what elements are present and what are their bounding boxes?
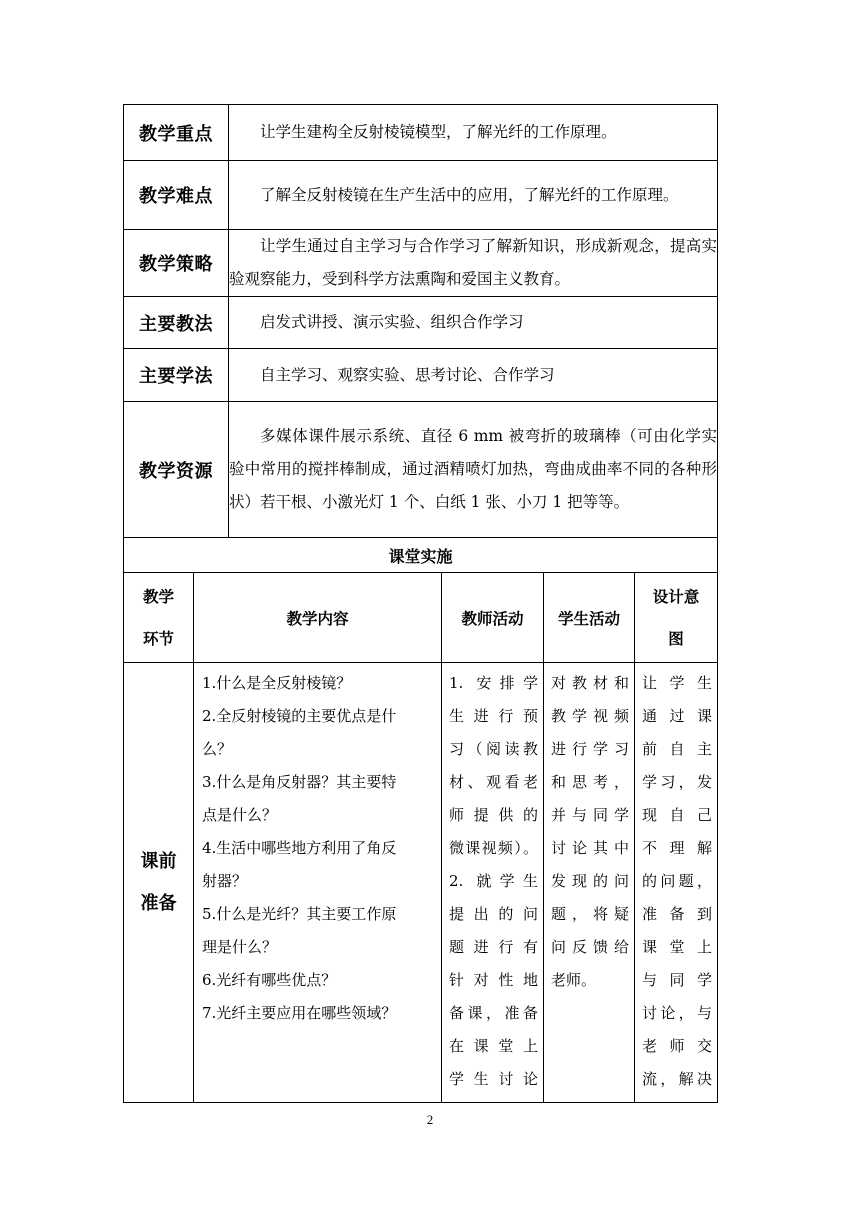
row-content [229, 297, 718, 349]
prep-student [544, 663, 635, 1103]
intent-line: 学习，发 [642, 773, 713, 791]
student-line: 题，将疑 [551, 905, 629, 923]
prep-content [194, 663, 442, 1103]
intent-line: 的问题， [642, 872, 713, 890]
intent-line: 准备到 [642, 905, 713, 923]
teacher-line: 1. 安排学 [449, 674, 538, 692]
row-text: 启发式讲授、演示实验、组织合作学习 [260, 313, 524, 331]
row-label: 教学策略 [124, 230, 229, 297]
prep-teacher [442, 663, 544, 1103]
content-line: 2.全反射棱镜的主要优点是什 [202, 707, 397, 725]
intent-line: 与同学 [642, 971, 713, 989]
prep-stage [124, 663, 194, 1103]
teacher-line: 在课堂上 [449, 1037, 538, 1055]
row-content [229, 230, 718, 297]
content-line: 7.光纤主要应用在哪些领域？ [202, 1004, 397, 1022]
student-line: 对教材和 [551, 674, 629, 692]
intent-line: 现自己 [642, 806, 713, 824]
intent-line: 不理解 [642, 839, 713, 857]
header-stage-line2: 环节 [142, 629, 174, 648]
row-text: 了解全反射棱镜在生产生活中的应用，了解光纤的工作原理。 [260, 185, 679, 204]
row-teaching-methods [124, 297, 718, 349]
header-content: 教学内容 [194, 573, 442, 663]
content-line: 5.什么是光纤？其主要工作原 [202, 905, 397, 923]
row-label: 主要教法 [124, 297, 229, 349]
content-line: 3.什么是角反射器？其主要特 [202, 773, 397, 791]
header-teacher: 教师活动 [442, 573, 544, 663]
intent-line: 讨论，与 [642, 1004, 713, 1022]
intent-line: 课堂上 [642, 938, 713, 956]
teacher-line: 学生讨论 [449, 1070, 538, 1088]
student-line: 进行学习 [551, 740, 629, 758]
row-label: 主要学法 [124, 349, 229, 402]
row-teaching-resources [124, 402, 718, 538]
student-line: 发现的问 [551, 872, 629, 890]
content-line: 4.生活中哪些地方利用了角反 [202, 839, 397, 857]
teacher-line: 微课视频）。 [449, 839, 538, 857]
teacher-line: 材、观看老 [449, 773, 538, 791]
row-content [229, 349, 718, 402]
header-row [124, 573, 718, 663]
row-content [229, 161, 718, 230]
section-row [124, 538, 718, 573]
section-title: 课堂实施 [124, 538, 718, 573]
content-line: 点是什么？ [202, 806, 278, 824]
prep-stage-line1: 课前 [140, 850, 177, 872]
content-line: 理是什么？ [202, 938, 278, 956]
row-learning-methods [124, 349, 718, 402]
header-intent-line2: 图 [668, 629, 684, 648]
header-stage [124, 573, 194, 663]
teacher-line: 习（阅读教 [449, 740, 538, 758]
prep-stage-line2: 准备 [140, 892, 177, 914]
teacher-line: 针对性地 [449, 971, 538, 989]
lesson-plan-table [123, 104, 718, 1103]
row-text: 让学生建构全反射棱镜模型，了解光纤的工作原理。 [260, 123, 617, 141]
row-text: 自主学习、观察实验、思考讨论、合作学习 [260, 365, 555, 384]
intent-line: 让学生 [642, 674, 713, 692]
row-text: 多媒体课件展示系统、直径 6 mm 被弯折的玻璃棒（可由化学实验中常用的搅拌棒制成，通过酒精喷灯加热，弯曲成曲率不同的各种形状）若干根、小激光灯 1 个、白纸 1 张、小刀 1 把等等。 [229, 427, 718, 511]
row-label: 教学资源 [124, 402, 229, 538]
teacher-line: 题进行有 [449, 938, 538, 956]
row-content [229, 105, 718, 161]
content-line: 么？ [202, 740, 233, 758]
prep-intent [635, 663, 718, 1103]
row-teaching-difficulty [124, 161, 718, 230]
row-teaching-strategy [124, 230, 718, 297]
teacher-line: 2. 就学生 [449, 872, 538, 890]
row-teaching-focus [124, 105, 718, 161]
row-label: 教学难点 [124, 161, 229, 230]
student-line: 问反馈给 [551, 938, 629, 956]
header-intent [635, 573, 718, 663]
prep-row [124, 663, 718, 1103]
row-text: 让学生通过自主学习与合作学习了解新知识，形成新观念，提高实验观察能力，受到科学方法熏陶和爱国主义教育。 [229, 237, 718, 288]
content-line: 6.光纤有哪些优点？ [202, 971, 337, 989]
header-student: 学生活动 [544, 573, 635, 663]
header-intent-line1: 设计意 [652, 587, 700, 606]
intent-line: 前自主 [642, 740, 713, 758]
content-line: 射器？ [202, 872, 248, 890]
header-stage-line1: 教学 [142, 587, 174, 606]
student-line: 老师。 [551, 971, 597, 989]
intent-line: 流，解决 [642, 1070, 713, 1088]
student-line: 并与同学 [551, 806, 629, 824]
student-line: 教学视频 [551, 707, 629, 725]
teacher-line: 备课，准备 [449, 1004, 538, 1022]
student-line: 和思考， [551, 773, 629, 791]
row-label: 教学重点 [124, 105, 229, 161]
teacher-line: 生进行预 [449, 707, 538, 725]
row-content [229, 402, 718, 538]
student-line: 讨论其中 [551, 839, 629, 857]
page-number: 2 [426, 1112, 434, 1127]
teacher-line: 师提供的 [449, 806, 538, 824]
teacher-line: 提出的问 [449, 905, 538, 923]
intent-line: 通过课 [642, 707, 713, 725]
intent-line: 老师交 [642, 1037, 713, 1055]
content-line: 1.什么是全反射棱镜？ [202, 674, 352, 692]
